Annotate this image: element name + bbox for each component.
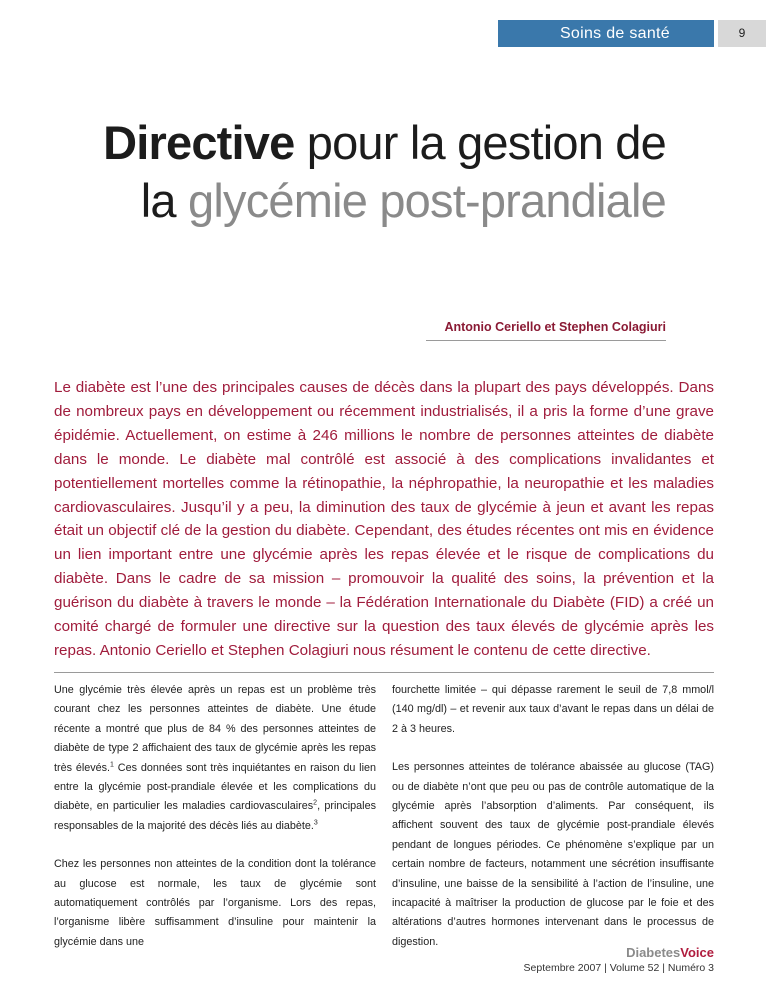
magazine-brand bbox=[626, 945, 714, 960]
divider bbox=[54, 672, 714, 673]
brand-part-2: Voice bbox=[680, 945, 714, 960]
text-run: , principales responsables de la majorité des décès liés au diabète. bbox=[54, 800, 376, 832]
text-run: Ces données sont très inquiétantes en raison du lien entre la glycémie post-prandiale élevée et les complications du diabète, en particulier les maladies cardiovasculaires bbox=[54, 761, 376, 813]
page-number: 9 bbox=[718, 20, 766, 47]
article-authors: Antonio Ceriello et Stephen Colagiuri bbox=[426, 320, 666, 341]
issue-info: Septembre 2007 | Volume 52 | Numéro 3 bbox=[523, 962, 714, 974]
body-paragraph: fourchette limitée – qui dépasse rarement le seuil de 7,8 mmol/l (140 mg/dl) – et revenir aux taux d’avant le repas dans un délai de 2 à 3 heures. bbox=[392, 684, 714, 735]
body-paragraph bbox=[54, 681, 376, 836]
brand-part-1: Diabetes bbox=[626, 945, 681, 960]
article-title bbox=[66, 114, 666, 230]
section-label: Soins de santé bbox=[498, 20, 714, 47]
text-run: Une glycémie très élevée après un repas est un problème très courant chez les personnes atteintes de diabète. Une étude récente a montré que plus de 84 % des personnes atteintes de diabète de type 2 affichaient des taux de glycémie après les repas très élevés. bbox=[54, 684, 376, 774]
title-middle-part: pour la gestion de la bbox=[140, 116, 666, 227]
title-grey-part: glycémie post-prandiale bbox=[188, 174, 666, 227]
reference-3: 3 bbox=[313, 819, 318, 827]
body-paragraph: Chez les personnes non atteintes de la condition dont la tolérance au glucose est normale, les taux de glycémie sont automatiquement contrôlés par l’organisme. Lors des repas, l’organisme libère suffisamment d’insuline pour maintenir la glycémie dans une bbox=[54, 858, 376, 948]
body-column-left bbox=[54, 681, 376, 971]
reference-2: 2 bbox=[313, 799, 318, 807]
reference-1: 1 bbox=[110, 761, 114, 769]
title-bold-part: Directive bbox=[103, 116, 295, 169]
body-paragraph: Les personnes atteintes de tolérance abaissée au glucose (TAG) ou de diabète n’ont que peu ou pas de contrôle automatique de la glycémie après l’absorption d’aliments. Par conséquent, ils affichent souvent des taux de glycémie post-prandiale élevés pendant de longues périodes. Ce phénomène s’explique par un certain nombre de facteurs, notamment une sécrétion insuffisante d’insuline, une baisse de la sensibilité à l’action de l’insuline, une incapacité à maîtriser la production de glucose par le foie et des altérations d’autres hormones intervenant dans le processus de digestion. bbox=[392, 761, 714, 948]
lead-paragraph: Le diabète est l’une des principales causes de décès dans la plupart des pays développés. Dans de nombreux pays en développement ou récemment industrialisés, il a pris la forme d’une grave épidémie. Actuellement, on estime à 246 millions le nombre de personnes atteintes de diabète dans le monde. Le diabète mal contrôlé est associé à des complications invalidantes et potentiellement mortelles comme la rétinopathie, la néphropathie, la neuropathie et les maladies cardiovasculaires. Jusqu’il y a peu, la diminution des taux de glycémie à jeun et avant les repas était un objectif clé de la gestion du diabète. Cependant, des études récentes ont mis en évidence un lien important entre une glycémie après les repas élevée et le risque de complications du diabète. Dans le cadre de sa mission – promouvoir la qualité des soins, la prévention et la guérison du diabète à travers le monde – la Fédération Internationale du Diabète (FID) a créé un comité chargé de formuler une directive sur la question des taux élevés de glycémie après les repas. Antonio Ceriello et Stephen Colagiuri nous résument le contenu de cette directive. bbox=[54, 379, 714, 659]
body-column-right bbox=[392, 681, 714, 971]
